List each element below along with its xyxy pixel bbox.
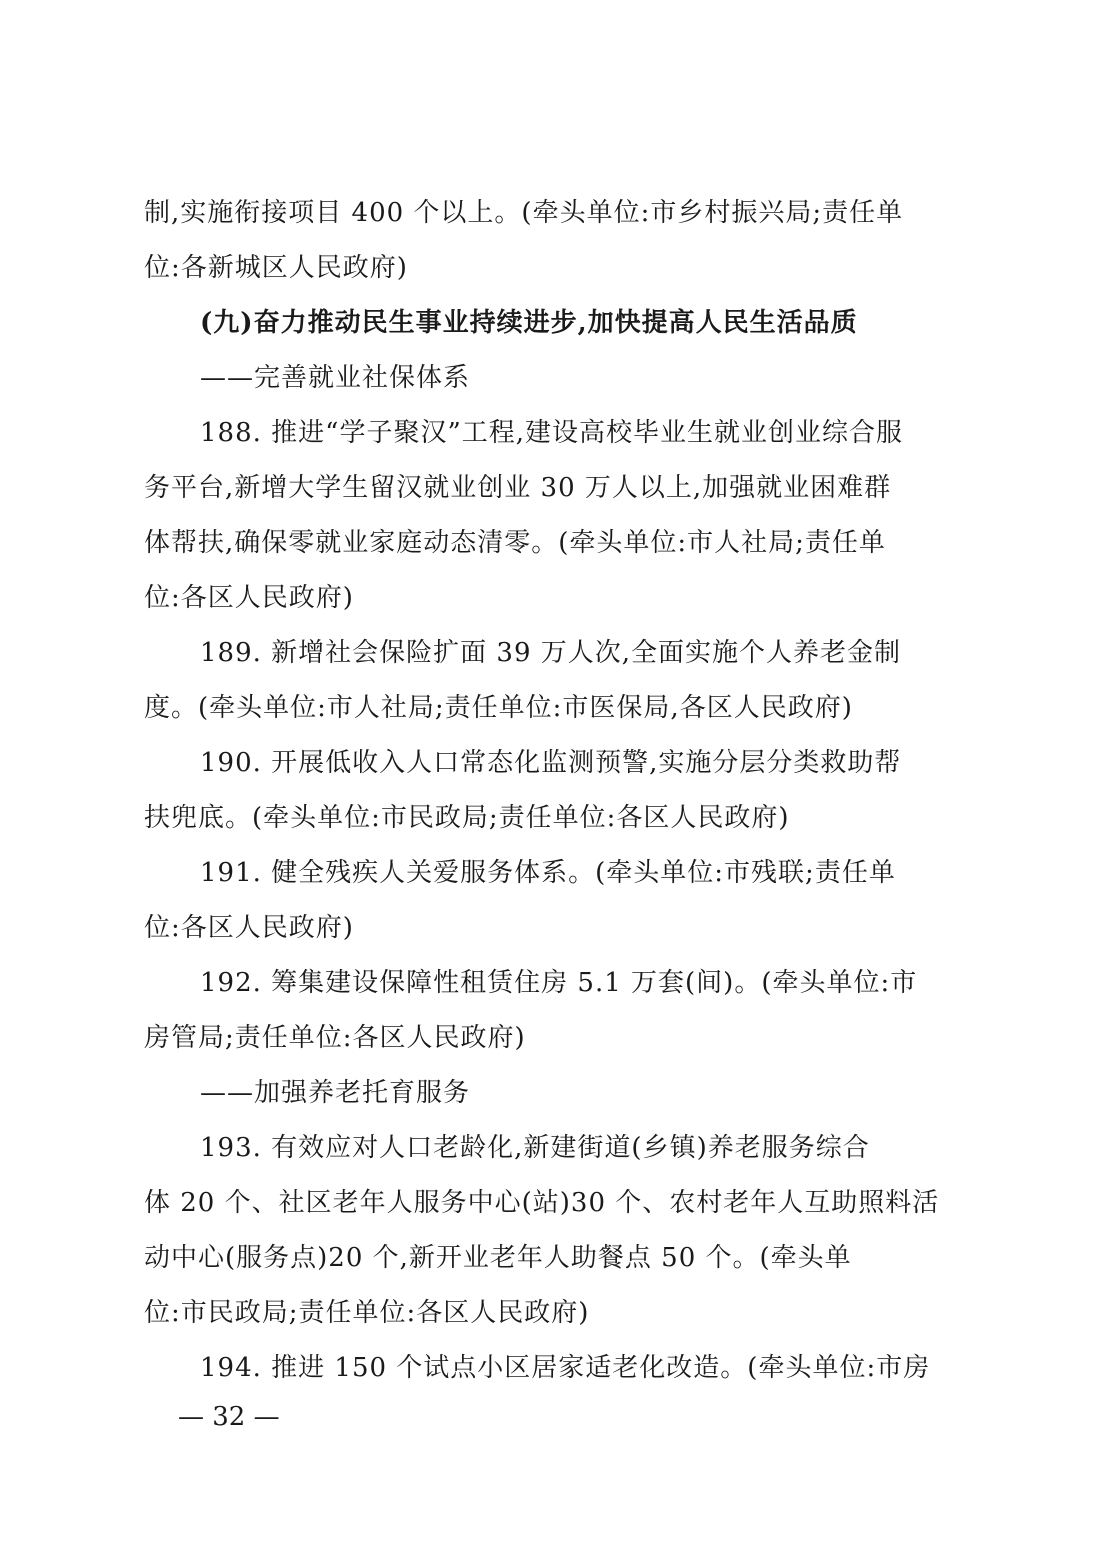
text-line: 193. 有效应对人口老龄化,新建街道(乡镇)养老服务综合 bbox=[200, 1133, 870, 1163]
text-line: 194. 推进 150 个试点小区居家适老化改造。(牵头单位:市房 bbox=[200, 1353, 931, 1383]
text-line: 房管局;责任单位:各区人民政府) bbox=[144, 1023, 526, 1053]
text-line: 务平台,新增大学生留汉就业创业 30 万人以上,加强就业困难群 bbox=[144, 473, 892, 503]
subsection-heading: ——加强养老托育服务 bbox=[200, 1078, 471, 1108]
text-line: 位:各新城区人民政府) bbox=[144, 253, 408, 283]
text-line: 体帮扶,确保零就业家庭动态清零。(牵头单位:市人社局;责任单 bbox=[144, 528, 886, 558]
text-line: 度。(牵头单位:市人社局;责任单位:市医保局,各区人民政府) bbox=[144, 693, 853, 723]
text-line: 制,实施衔接项目 400 个以上。(牵头单位:市乡村振兴局;责任单 bbox=[144, 198, 904, 228]
section-heading: (九)奋力推动民生事业持续进步,加快提高人民生活品质 bbox=[200, 308, 858, 338]
text-line: 位:市民政局;责任单位:各区人民政府) bbox=[144, 1298, 590, 1328]
subsection-heading: ——完善就业社保体系 bbox=[200, 363, 471, 393]
text-line: 188. 推进“学子聚汉”工程,建设高校毕业生就业创业综合服 bbox=[200, 418, 904, 448]
text-line: 位:各区人民政府) bbox=[144, 583, 354, 613]
text-line: 189. 新增社会保险扩面 39 万人次,全面实施个人养老金制 bbox=[200, 638, 902, 668]
text-line: 位:各区人民政府) bbox=[144, 913, 354, 943]
text-line: 192. 筹集建设保障性租赁住房 5.1 万套(间)。(牵头单位:市 bbox=[200, 968, 918, 998]
page-number: — 32 — bbox=[178, 1402, 280, 1432]
text-line: 动中心(服务点)20 个,新开业老年人助餐点 50 个。(牵头单 bbox=[144, 1243, 852, 1273]
text-line: 体 20 个、社区老年人服务中心(站)30 个、农村老年人互助照料活 bbox=[144, 1188, 940, 1218]
text-line: 扶兜底。(牵头单位:市民政局;责任单位:各区人民政府) bbox=[144, 803, 790, 833]
text-line: 191. 健全残疾人关爱服务体系。(牵头单位:市残联;责任单 bbox=[200, 858, 896, 888]
text-line: 190. 开展低收入人口常态化监测预警,实施分层分类救助帮 bbox=[200, 748, 902, 778]
